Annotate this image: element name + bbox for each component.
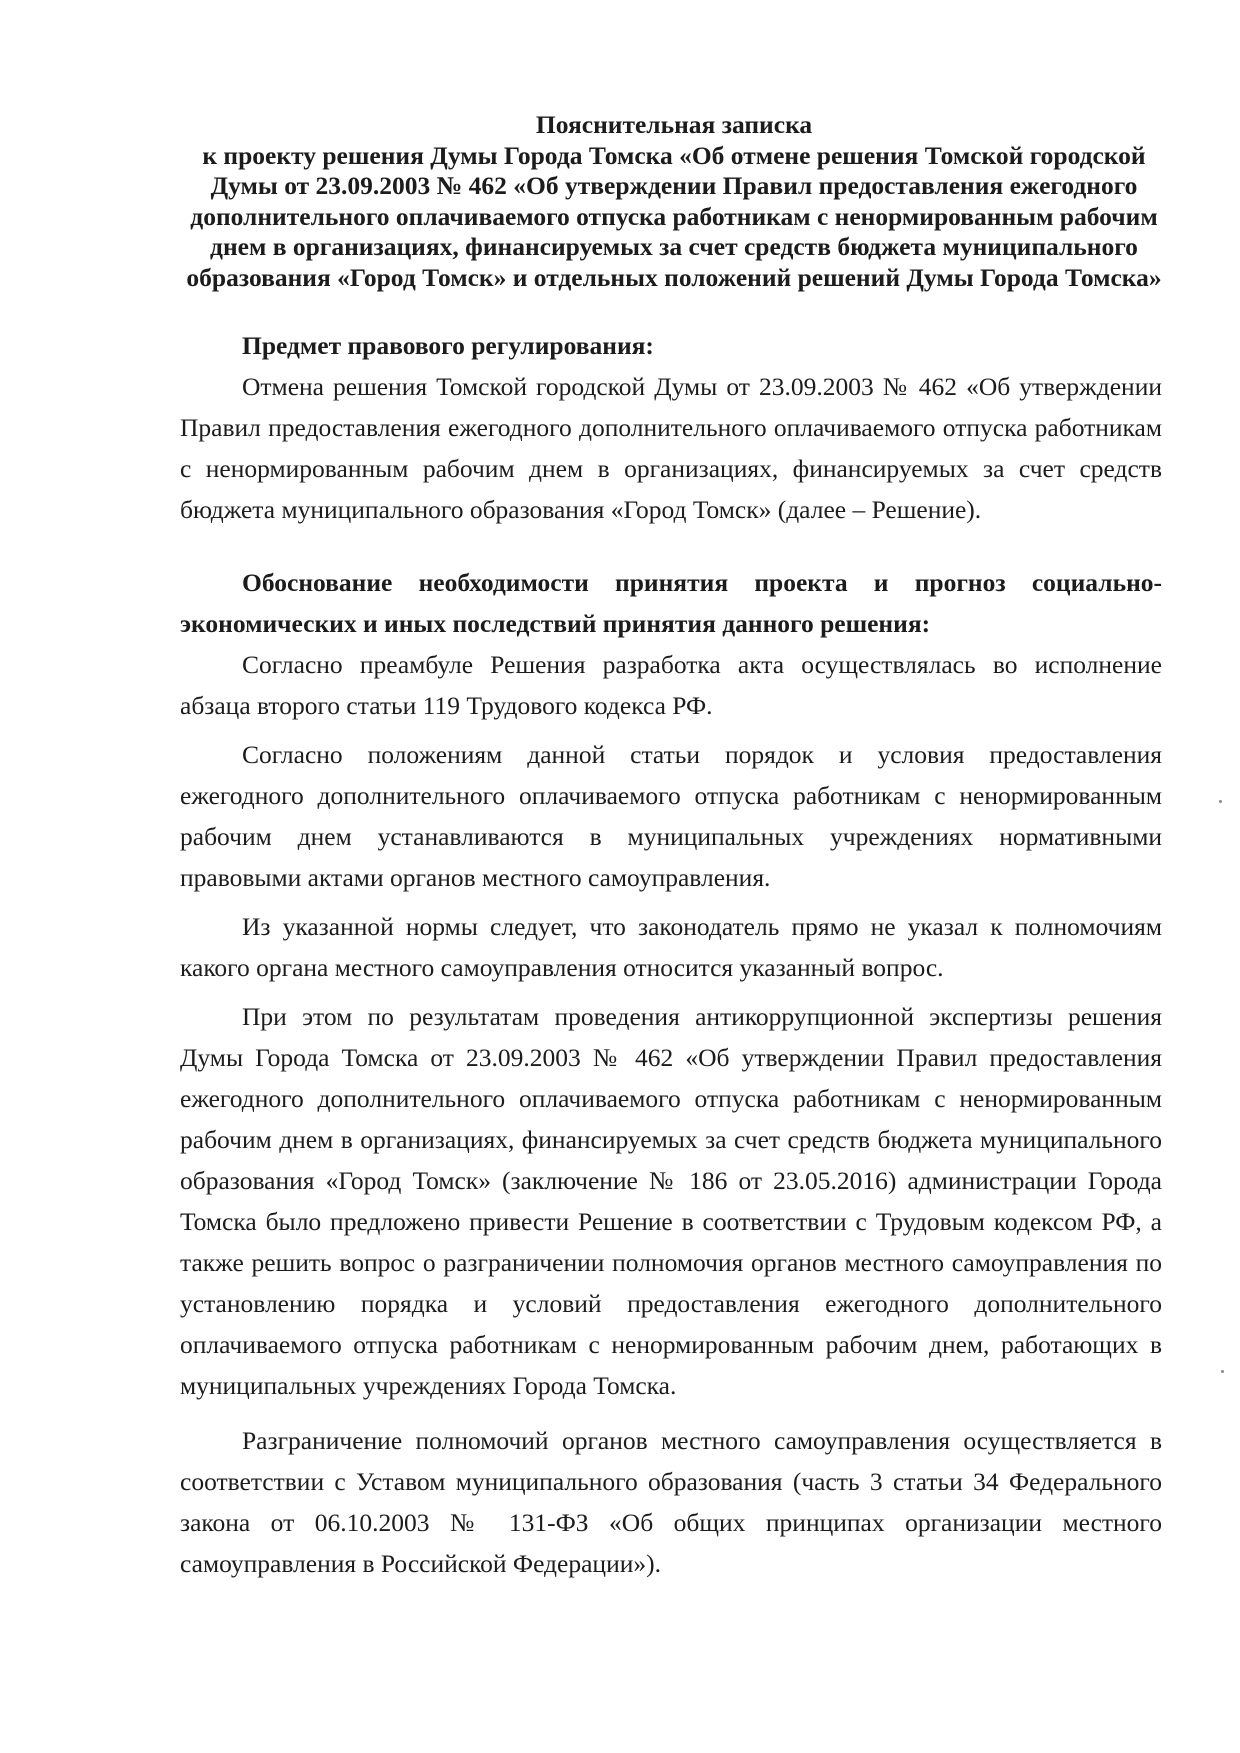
scan-speck — [1219, 800, 1222, 803]
scan-speck — [1221, 1370, 1224, 1373]
paragraph: При этом по результатам проведения антикоррупционной экспертизы решения Думы Города Томска от 23.09.2003 № 462 «Об утверждении Правил предоставления ежегодного дополнительного оплачиваемого отпуска работникам с ненормированным рабочим днем в организациях, финансируемых за счет средств бюджета муниципального образования «Город Томск» (заключение № 186 от 23.05.2016) администрации Города Томска было предложено привести Решение в соответствии с Трудовым кодексом РФ, а также решить вопрос о разграничении полномочия органов местного самоуправления по установлению порядка и условий предоставления ежегодного дополнительного оплачиваемого отпуска работникам с ненормированным рабочим днем, работающих в муниципальных учреждениях Города Томска. — [180, 1002, 1162, 1400]
paragraph-subject: Отмена решения Томской городской Думы от 23.09.2003 № 462 «Об утверждении Правил предоставления ежегодного дополнительного оплачиваемого отпуска работникам с ненормированным рабочим днем в организациях, финансируемых за счет средств бюджета муниципального образования «Город Томск» (далее – Решение). — [180, 372, 1162, 524]
paragraph: Из указанной нормы следует, что законодатель прямо не указал к полномочиям какого органа местного самоуправления относится указанный вопрос. — [180, 912, 1162, 982]
title-line: Думы от 23.09.2003 № 462 «Об утверждении Правил предоставления ежегодного — [210, 171, 1138, 200]
title-line: к проекту решения Думы Города Томска «Об отмене решения Томской городской — [202, 140, 1146, 170]
paragraph: Разграничение полномочий органов местного самоуправления осуществляется в соответствии с Уставом муниципального образования (часть 3 статьи 34 Федерального закона от 06.10.2003 № 131-ФЗ «Об общих принципах организации местного самоуправления в Российской Федерации»). — [180, 1426, 1162, 1578]
document-title — [174, 110, 1174, 293]
title-line: Пояснительная записка — [535, 110, 813, 139]
paragraph: Согласно положениям данной статьи порядок и условия предоставления ежегодного дополнительного оплачиваемого отпуска работникам с ненормированным рабочим днем устанавливаются в муниципальных учреждениях нормативными правовыми актами органов местного самоуправления. — [180, 740, 1162, 892]
title-line: дополнительного оплачиваемого отпуска работникам с ненормированным рабочим — [190, 201, 1158, 231]
title-line: днем в организациях, финансируемых за счет средств бюджета муниципального — [210, 232, 1138, 261]
title-line: образования «Город Томск» и отдельных положений решений Думы Города Томска» — [186, 262, 1162, 292]
paragraph: Согласно преамбуле Решения разработка акта осуществлялась во исполнение абзаца второго статьи 119 Трудового кодекса РФ. — [180, 650, 1162, 720]
section-heading-justification: Обоснование необходимости принятия проекта и прогноз социально-экономических и иных последствий принятия данного решения: — [180, 568, 1162, 638]
document-page — [180, 110, 1162, 1584]
section-heading-subject: Предмет правового регулирования: — [242, 331, 654, 360]
